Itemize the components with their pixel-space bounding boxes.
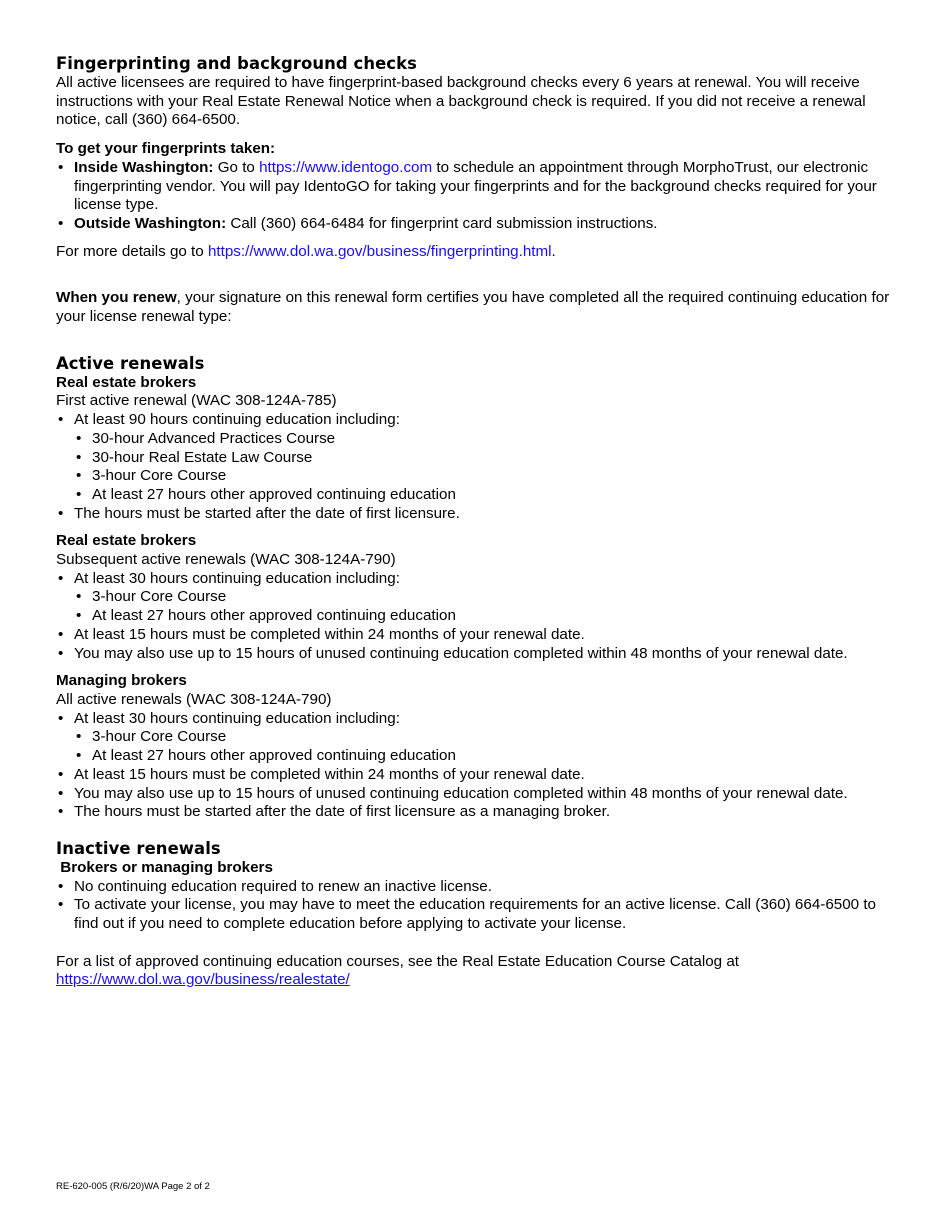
list-item: • 3-hour Core Course — [74, 467, 902, 486]
list-item: • You may also use up to 15 hours of unused continuing education completed within 48 months of your renewal date. — [56, 785, 902, 804]
list-item: • 3-hour Core Course — [74, 588, 902, 607]
list-item — [56, 159, 902, 215]
list-item: • At least 27 hours other approved continuing education — [74, 747, 902, 766]
managing-renewal-subtitle: All active renewals (WAC 308-124A-790) — [56, 690, 332, 708]
fingerprinting-details — [56, 243, 902, 262]
renew-text: , your signature on this renewal form certifies you have completed all the required continuing education for your license renewal type: — [56, 289, 890, 326]
inactive-renewals-list — [56, 878, 902, 934]
subsequent-renewal-subtitle: Subsequent active renewals (WAC 308-124A-790) — [56, 551, 396, 569]
subsequent-renewal-sublist — [74, 588, 902, 625]
first-renewal-subtitle: First active renewal (WAC 308-124A-785) — [56, 392, 337, 410]
list-item: • At least 27 hours other approved continuing education — [74, 486, 902, 505]
list-item: • At least 15 hours must be completed within 24 months of your renewal date. — [56, 626, 902, 645]
first-renewal-sublist — [74, 430, 902, 505]
sub-list-wrapper — [56, 430, 902, 505]
catalog-text: For a list of approved continuing education courses, see the Real Estate Education Course Catalog at — [56, 952, 739, 970]
sub-list-wrapper — [56, 728, 902, 765]
outside-text: Call (360) 664-6484 for fingerprint card submission instructions. — [226, 214, 658, 232]
list-item: • No continuing education required to renew an inactive license. — [56, 878, 902, 897]
details-post: . — [551, 242, 556, 260]
fingerprinting-heading: Fingerprinting and background checks — [56, 54, 417, 73]
details-pre: For more details go to — [56, 242, 208, 260]
managing-renewal-sublist — [74, 728, 902, 765]
realestate-catalog-link[interactable]: https://www.dol.wa.gov/business/realestate/ — [56, 971, 350, 989]
fingerprinting-intro: All active licensees are required to have fingerprint-based background checks every 6 years at renewal. You will receive instructions with your Real Estate Renewal Notice when a background check is required. If you did not receive a renewal notice, call (360) 664-6500. — [56, 74, 866, 129]
list-item: • To activate your license, you may have to meet the education requirements for an active license. Call (360) 664-6500 to find out if you need to complete education before applying to activate your license. — [56, 896, 902, 933]
renew-bold: When you renew — [56, 289, 177, 307]
list-item: • At least 90 hours continuing education including: — [56, 411, 902, 430]
fingerprinting-details-link[interactable]: https://www.dol.wa.gov/business/fingerprinting.html — [207, 242, 552, 260]
list-item: • 30-hour Advanced Practices Course — [74, 430, 902, 449]
list-item: • 30-hour Real Estate Law Course — [74, 449, 902, 468]
subsequent-renewal-title: Real estate brokers — [56, 532, 197, 550]
inside-text-pre: Go to — [213, 158, 260, 176]
inactive-renewals-heading: Inactive renewals — [56, 838, 221, 858]
managing-renewal-title: Managing brokers — [56, 672, 187, 690]
catalog-link-line — [56, 971, 902, 990]
outside-washington-label: Outside Washington: — [74, 214, 227, 232]
list-item: • The hours must be started after the date of first licensure as a managing broker. — [56, 803, 902, 822]
list-item: • You may also use up to 15 hours of unused continuing education completed within 48 months of your renewal date. — [56, 645, 902, 664]
managing-renewal-list — [56, 710, 902, 822]
first-renewal-title: Real estate brokers — [56, 373, 197, 391]
first-renewal-list — [56, 411, 902, 523]
renew-statement — [56, 289, 902, 326]
list-item: • The hours must be started after the date of first licensure. — [56, 505, 902, 524]
identogo-link[interactable]: https://www.identogo.com — [259, 158, 433, 176]
list-item: • At least 30 hours continuing education including: — [56, 570, 902, 589]
list-item: • 3-hour Core Course — [74, 728, 902, 747]
active-renewals-heading: Active renewals — [56, 353, 205, 373]
fingerprint-options-list — [56, 159, 902, 234]
document-page — [56, 54, 902, 990]
fingerprints-subheading: To get your fingerprints taken: — [56, 140, 276, 158]
sub-list-wrapper — [56, 588, 902, 625]
list-item: • At least 30 hours continuing education including: — [56, 710, 902, 729]
list-item: • At least 15 hours must be completed within 24 months of your renewal date. — [56, 766, 902, 785]
inside-washington-label: Inside Washington: — [74, 158, 214, 176]
inactive-renewals-title: Brokers or managing brokers — [56, 858, 273, 876]
page-footer: RE-620-005 (R/6/20)WA Page 2 of 2 — [56, 1181, 210, 1192]
subsequent-renewal-list — [56, 570, 902, 664]
list-item: • At least 27 hours other approved continuing education — [74, 607, 902, 626]
inside-text-post: to schedule an appointment through MorphoTrust, our electronic fingerprinting vendor. You will pay IdentoGO for taking your fingerprints and for the background checks required for your license type. — [74, 158, 877, 214]
list-item — [56, 215, 902, 234]
